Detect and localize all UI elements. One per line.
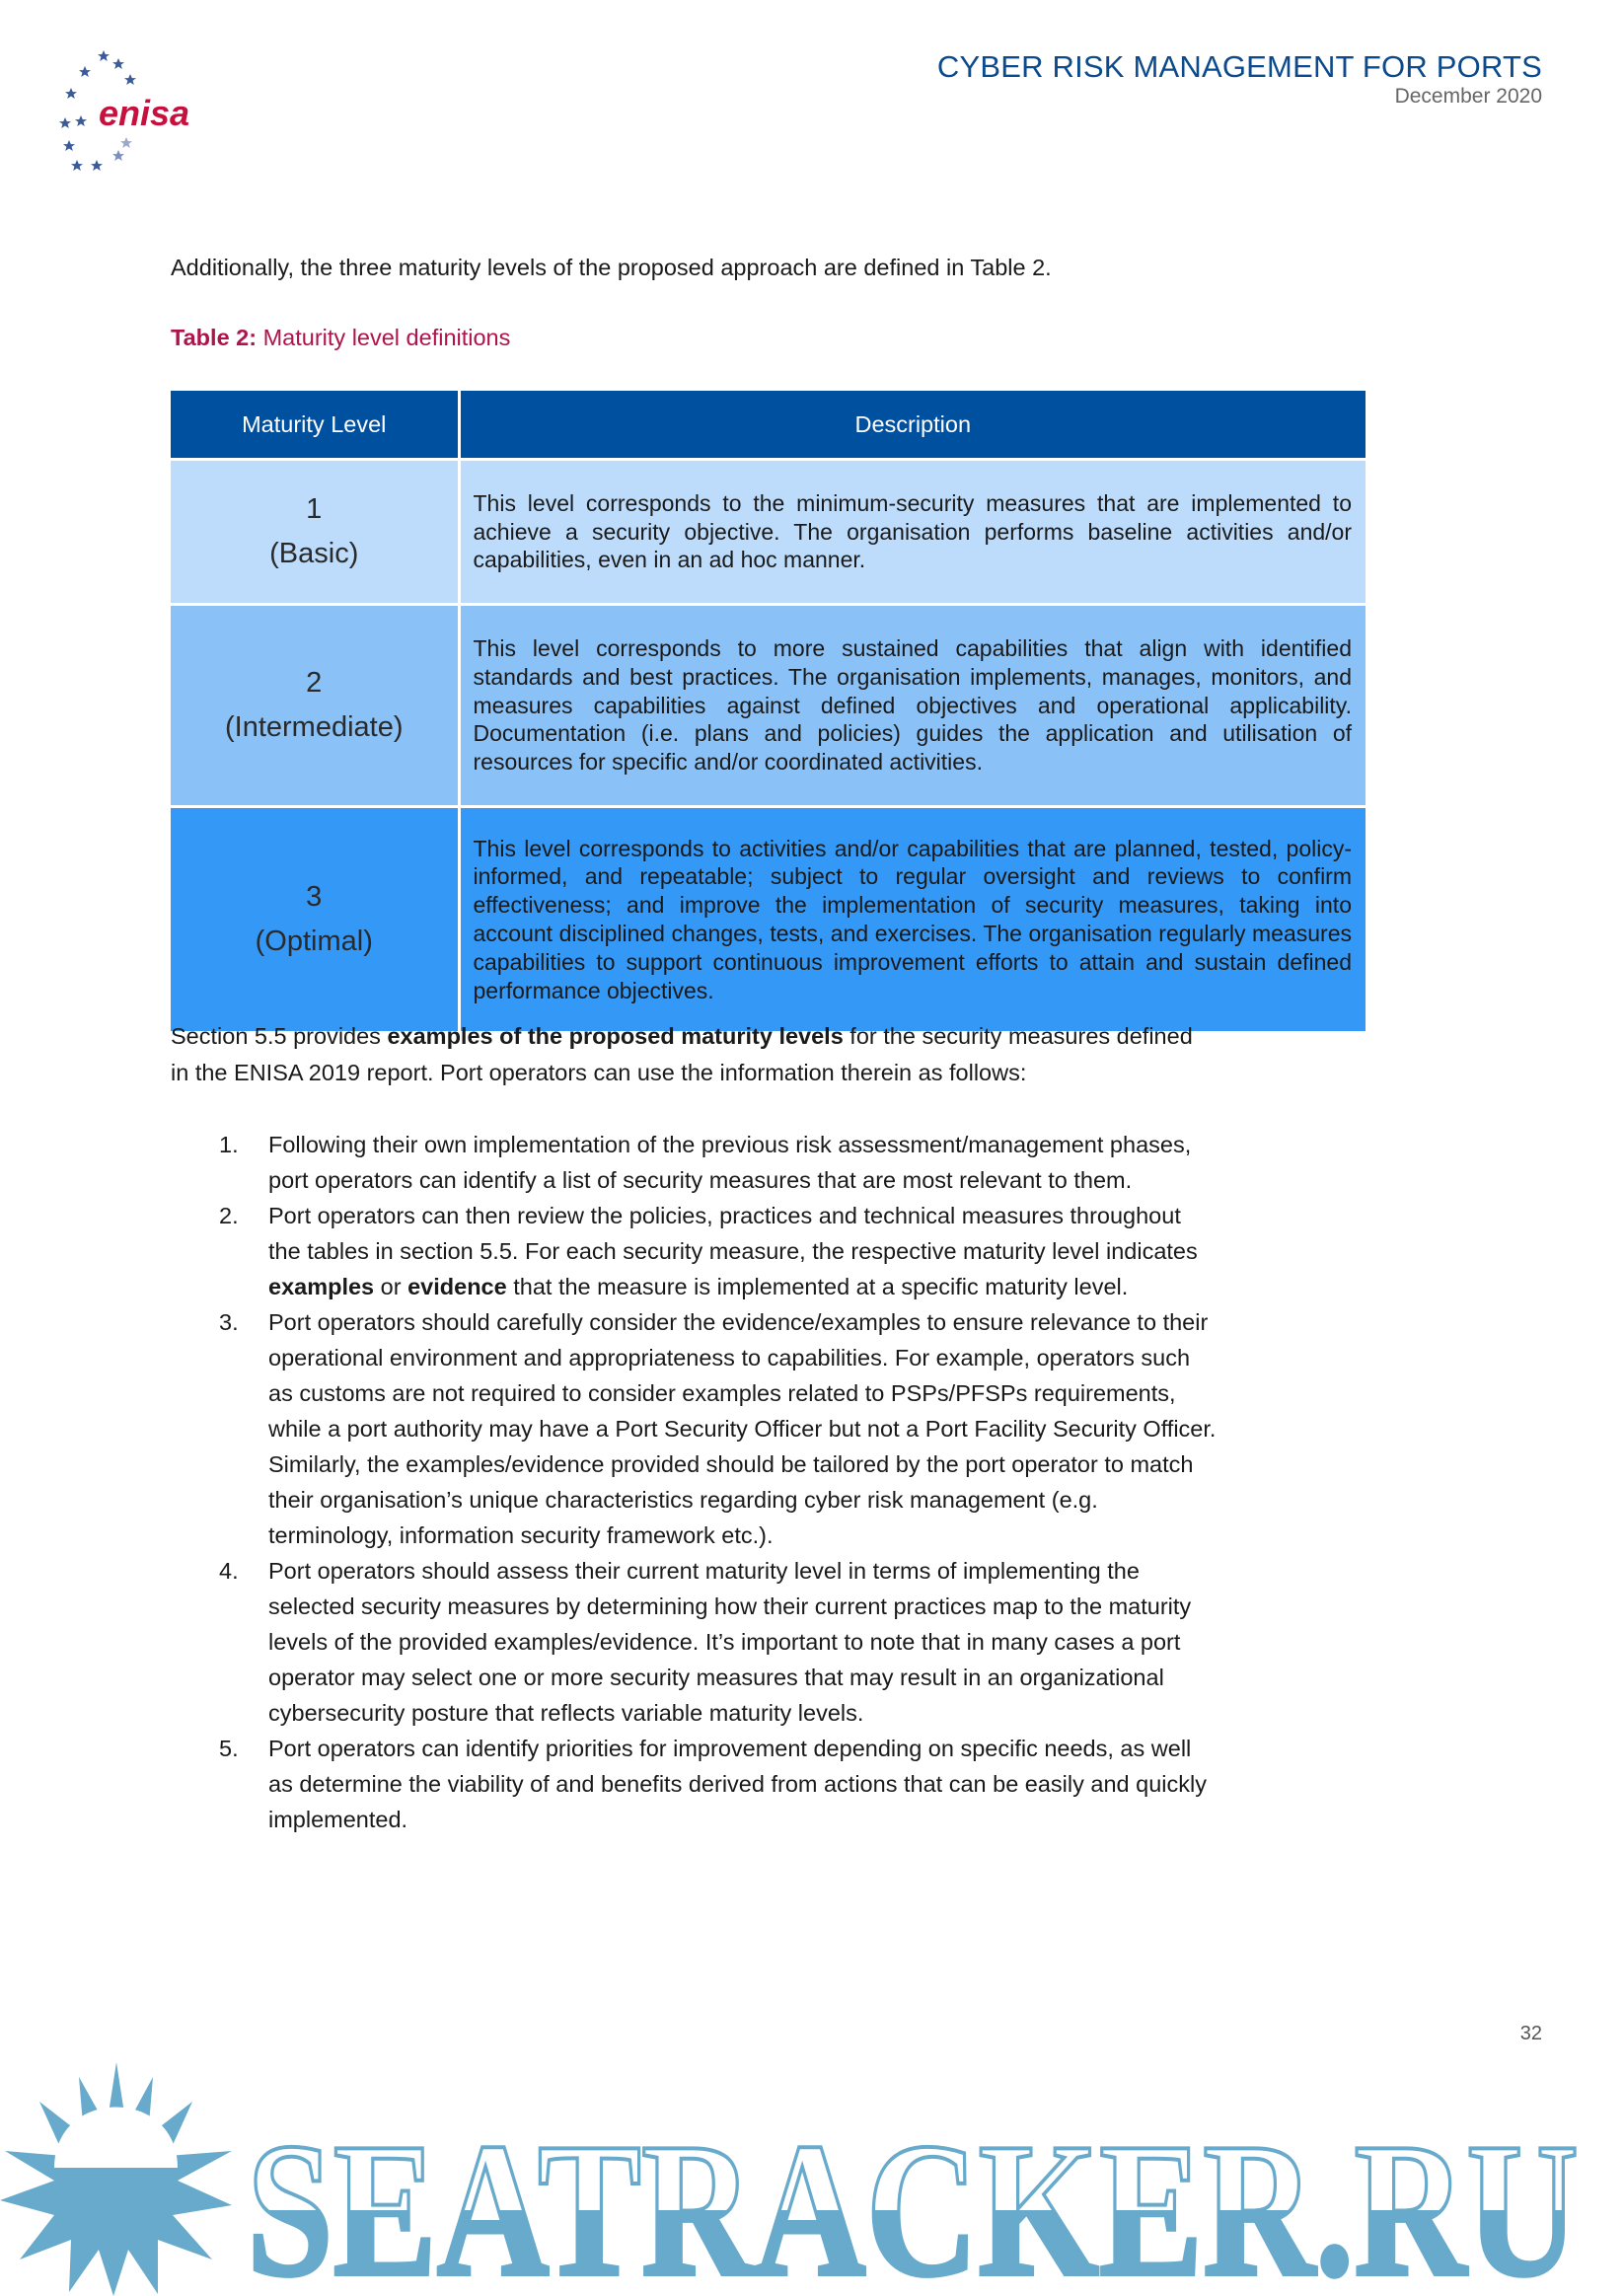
steps-list [171,1127,1217,1837]
document-title: CYBER RISK MANAGEMENT FOR PORTS [936,49,1542,84]
level-cell [171,460,459,605]
header-description: Description [459,391,1366,460]
list-text: Port operators should carefully consider the evidence/examples to ensure relevance to their operational environment and appropriateness to capabilities. For example, operators such as customs are not required to consider examples related to PSPs/PFSPs requirements, while a port authority may have a Port Security Officer but not a Port Facility Security Officer. Similarly, the examples/evidence provided should be tailored by the port operator to match their organisation’s unique characteristics regarding cyber risk management (e.g. terminology, information security framework etc.). [268,1309,1217,1548]
list-bold: examples [268,1274,375,1299]
level-number: 3 [306,881,323,913]
watermark-text: SEATRACKER.RU [247,2104,1579,2296]
list-text: Port operators can identify priorities for improvement depending on specific needs, as well as determine the viability of and benefits derived from actions that can be easily and quickly implemented. [268,1736,1207,1832]
level-number: 1 [306,493,323,525]
page-number: 32 [1519,2023,1542,2044]
level-cell [171,605,459,807]
level-name: (Optimal) [255,926,373,957]
section-paragraph [171,1018,1207,1091]
list-item [171,1198,1217,1304]
description-cell: This level corresponds to more sustained capabilities that align with identified standards and best practices. The organisation implements, manages, monitors, and measures capabilities against defined objectives and operational applicability. Documentation (i.e. plans and policies) guides the application and utilisation of resources for specific and/or coordinated activities. [459,605,1366,807]
para-bold: examples of the proposed maturity levels [387,1023,844,1049]
list-number: 4. [219,1558,239,1584]
sun-icon [0,2062,232,2296]
caption-label: Table 2: [171,325,258,350]
list-text: Port operators should assess their current maturity level in terms of implementing the selected security measures by determining how their current practices map to the maturity levels of the provided examples/evidence. It’s important to note that in many cases a port operator may select one or more security measures that may result in an organizational cybersecurity posture that reflects variable maturity levels. [268,1558,1192,1726]
header-maturity-level: Maturity Level [171,391,459,460]
enisa-logo [49,44,207,183]
list-item [171,1731,1217,1837]
table-row [171,807,1366,1032]
para-text: for the security measures defined in the ENISA 2019 report. Port operators can use the information therein as follows: [171,1023,1193,1085]
maturity-table [171,391,1366,1031]
list-number: 3. [219,1309,239,1335]
logo-text: enisa [99,93,190,133]
seatracker-watermark [0,2057,1624,2296]
table-row [171,460,1366,605]
para-text: Section 5.5 provides [171,1023,388,1049]
list-text: Following their own implementation of the previous risk assessment/management phases, port operators can identify a list of security measures that are most relevant to them. [268,1132,1192,1193]
list-text: Port operators can then review the policies, practices and technical measures throughout the tables in section 5.5. For each security measure, the respective maturity level indicates [268,1203,1198,1264]
table-row [171,605,1366,807]
list-number: 2. [219,1203,239,1228]
level-cell [171,807,459,1032]
level-name: (Basic) [269,538,359,569]
list-number: 1. [219,1132,239,1157]
list-item [171,1304,1217,1553]
table-header-row [171,391,1366,460]
description-cell: This level corresponds to activities and/or capabilities that are planned, tested, policy-informed, and repeatable; subject to regular oversight and reviews to confirm effectiveness; and improve the implementation of security measures, taking into account disciplined changes, tests, and exercises. The organisation regularly measures capabilities to support continuous improvement efforts to attain and sustain defined performance objectives. [459,807,1366,1032]
list-text: or [374,1274,408,1299]
caption-text: Maturity level definitions [257,325,511,350]
level-name: (Intermediate) [224,711,404,743]
intro-paragraph: Additionally, the three maturity levels of the proposed approach are defined in Table 2. [171,255,1052,280]
document-date: December 2020 [1394,85,1542,108]
level-number: 2 [306,667,323,699]
list-bold: evidence [407,1274,507,1299]
table-caption [171,325,510,351]
list-item [171,1553,1217,1731]
description-cell: This level corresponds to the minimum-security measures that are implemented to achieve a security objective. The organisation performs baseline activities and/or capabilities, even in an ad hoc manner. [459,460,1366,605]
list-number: 5. [219,1736,239,1761]
list-item [171,1127,1217,1198]
list-text: that the measure is implemented at a specific maturity level. [506,1274,1129,1299]
